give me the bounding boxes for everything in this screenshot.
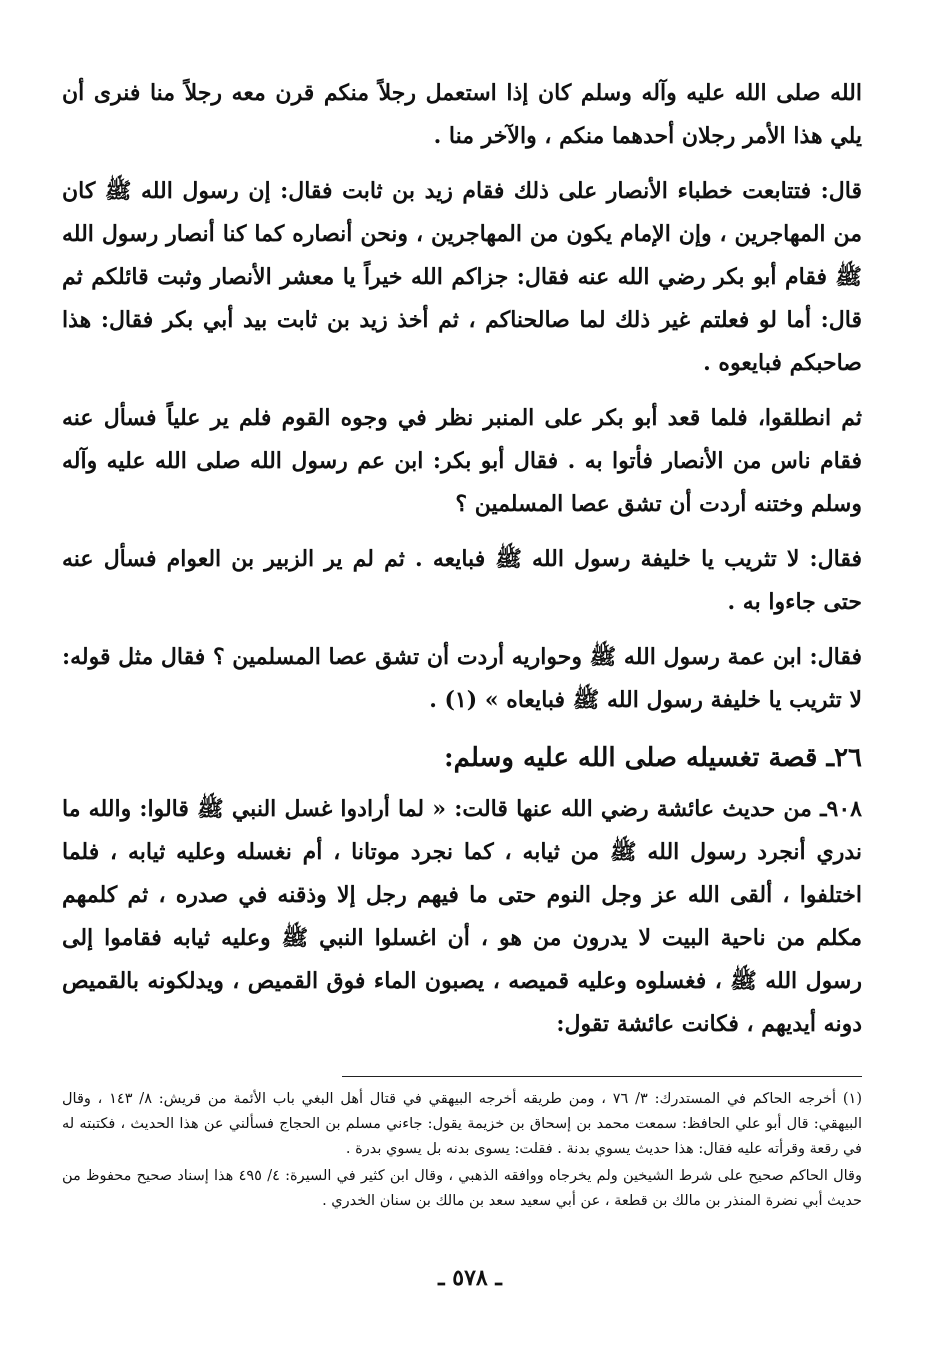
footnote-2: وقال الحاكم صحيح على شرط الشيخين ولم يخرجاه ووافقه الذهبي ، وقال ابن كثير في السيرة: ٤/ ٤٩٥ هذا إسناد صحيح محفوظ من حديث أبي نضرة المنذر بن مالك بن قطعة ، عن أبي سعيد سعد بن مالك بن سنان الخدري . xyxy=(62,1168,862,1209)
paragraph-908: ٩٠٨ـ من حديث عائشة رضي الله عنها قالت: « لما أرادوا غسل النبي ﷺ قالوا: والله ما ندري أنجرد رسول الله ﷺ من ثيابه ، كما نجرد موتانا ، أم نغسله وعليه ثيابه ، فلما اختلفوا ، ألقى الله عز وجل النوم حتى ما فيهم رجل إلا وذقنه في صدره ، ثم كلمهم مكلم من ناحية البيت لا يدرون من هو ، أن اغسلوا النبي ﷺ وعليه ثيابه فقاموا إلى رسول الله ﷺ ، فغسلوه وعليه قميصه ، يصبون الماء فوق القميص ، ويدلكونه بالقميص دونه أيديهم ، فكانت عائشة تقول: xyxy=(62,796,862,1037)
page-number: ـ ٥٧٨ ـ xyxy=(438,1265,502,1291)
footnote-divider-wrap xyxy=(62,1058,862,1087)
footnote-1: (١) أخرجه الحاكم في المستدرك: ٣/ ٧٦ ، ومن طريقه أخرجه البيهقي في قتال أهل البغي باب الأئمة من قريش: ٨/ ١٤٣ ، وقال البيهقي: قال أبو علي الحافظ: سمعت محمد بن إسحاق بن خزيمة يقول: جاءني مسلم بن الحجاج فسألني عن هذا الحديث ، فكتبته له في رقعة وقرأته عليه فقال: هذا حديث يسوي بدنة . فقلت: يسوى بدنه بل يسوي بدرة . xyxy=(62,1091,862,1157)
paragraph-3: ثم انطلقوا، فلما قعد أبو بكر على المنبر نظر في وجوه القوم فلم ير علياً فسأل عنه فقام ناس من الأنصار فأتوا به . فقال أبو بكر: ابن عم رسول الله صلى الله عليه وآله وسلم وختنه أردت أن تشق عصا المسلمين ؟ xyxy=(62,405,862,517)
footnote-divider xyxy=(342,1076,862,1077)
paragraph-5: فقال: ابن عمة رسول الله ﷺ وحواريه أردت أن تشق عصا المسلمين ؟ فقال مثل قوله: لا تثريب يا خليفة رسول الله ﷺ فبايعاه » (١) . xyxy=(62,644,862,713)
paragraph-1: الله صلى الله عليه وآله وسلم كان إذا استعمل رجلاً منكم قرن معه رجلاً منا فنرى أن يلي هذا الأمر رجلان أحدهما منكم ، والآخر منا . xyxy=(62,80,862,149)
paragraph-4: فقال: لا تثريب يا خليفة رسول الله ﷺ فبايعه . ثم لم ير الزبير بن العوام فسأل عنه حتى جاءوا به . xyxy=(62,546,862,615)
paragraph-2: قال: فتتابعت خطباء الأنصار على ذلك فقام زيد بن ثابت فقال: إن رسول الله ﷺ كان من المهاجرين ، وإن الإمام يكون من المهاجرين ، ونحن أنصاره كما كنا أنصار رسول الله ﷺ فقام أبو بكر رضي الله عنه فقال: جزاكم الله خيراً يا معشر الأنصار وثبت قائلكم ثم قال: أما لو فعلتم غير ذلك لما صالحناكم ، ثم أخذ زيد بن ثابت بيد أبي بكر فقال: هذا صاحبكم فبايعوه . xyxy=(62,178,862,376)
section-heading: ٢٦ـ قصة تغسيله صلى الله عليه وسلم: xyxy=(444,743,862,773)
